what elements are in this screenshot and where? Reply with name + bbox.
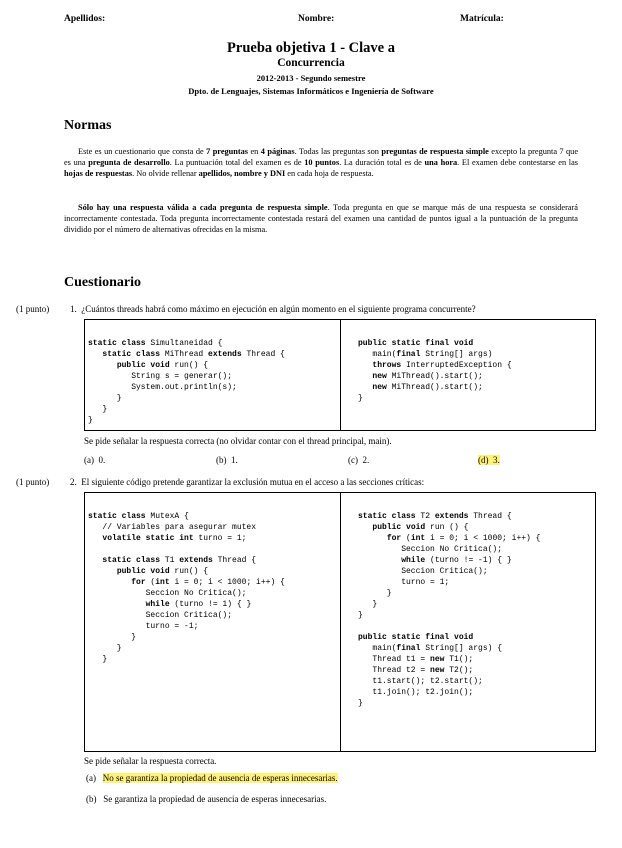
q1-question: 1. ¿Cuántos threads habrá como máximo en ejecución en algún momento en el siguiente programa concurrente? (70, 304, 476, 314)
q1-points: (1 punto) (16, 304, 50, 314)
q2-code-divider (340, 492, 341, 752)
q2-prompt: Se pide señalar la respuesta correcta. (84, 756, 217, 766)
q2-option-a-highlighted[interactable]: (a) No se garantiza la propiedad de ausencia de esperas innecesarias. (86, 773, 338, 783)
exam-subject: Concurrencia (277, 57, 345, 69)
q2-points: (1 punto) (16, 477, 50, 487)
q1-option-d-highlighted[interactable]: (d) 3. (478, 455, 500, 465)
q2-option-b[interactable]: (b) Se garantiza la propiedad de ausencia de esperas innecesarias. (86, 794, 327, 804)
cuestionario-heading: Cuestionario (64, 275, 141, 290)
q1-code-left: static class Simultaneidad { static class MiThread extends Thread { public void run() { String s = generar(); System.out.println(s); } } } (88, 339, 285, 425)
q1-option-b[interactable]: (b) 1. (216, 455, 238, 465)
q2-question: 2. El siguiente código pretende garantizar la exclusión mutua en el acceso a las secciones críticas: (70, 477, 425, 487)
normas-heading: Normas (64, 118, 112, 133)
q1-prompt: Se pide señalar la respuesta correcta (no olvidar contar con el thread principal, main). (84, 436, 392, 446)
exam-department: Dpto. de Lenguajes, Sistemas Informáticos e Ingeniería de Software (188, 86, 434, 96)
apellidos-label: Apellidos: (64, 14, 106, 24)
exam-title: Prueba objetiva 1 - Clave a (227, 40, 395, 56)
q1-option-c[interactable]: (c) 2. (348, 455, 370, 465)
matricula-label: Matrícula: (460, 14, 504, 24)
normas-paragraph-2: Sólo hay una respuesta válida a cada pregunta de respuesta simple. Toda pregunta en que se marque más de una respuesta se considerará incorrectamente contestada. Toda pregunta incorrectamente contestada restará del examen una cantidad de puntos igual a la puntuación de la pregunta dividido por el número de alternativas ofrecidas en la misma. (64, 203, 578, 234)
q1-code-divider (340, 319, 341, 431)
q1-code-right: public static final void main(final String[] args) throws InterruptedException { new MiThread().start(); new MiThread().start(); } (358, 339, 512, 403)
q2-code-left: static class MutexA { // Variables para asegurar mutex volatile static int turno = 1; static class T1 extends Thread { public void run() { for (int i = 0; i < 1000; i++) { Seccion No Critica(); while (turno != 1) { } Seccion Critica(); turno = -1; } } } (88, 512, 285, 664)
q1-option-a[interactable]: (a) 0. (84, 455, 106, 465)
q2-code-right: static class T2 extends Thread { public void run () { for (int i = 0; i < 1000; i++) { Seccion No Critica(); while (turno != -1) { } Seccion Critica(); turno = 1; } } } public static final void main(final String[] args) { Thread t1 = new T1(); Thread t2 = new T2(); t1.start(); t2.start(); t1.join(); t2.join(); } (358, 512, 541, 708)
normas-paragraph-1: Este es un cuestionario que consta de 7 preguntas en 4 páginas. Todas las preguntas son preguntas de respuesta simple excepto la pregunta 7 que es una pregunta de desarrollo. La puntuación total del examen es de 10 puntos. La duración total es de una hora. El examen debe contestarse en las hojas de respuestas. No olvide rellenar apellidos, nombre y DNI en cada hoja de respuesta. (64, 147, 578, 178)
exam-year: 2012-2013 - Segundo semestre (256, 73, 366, 83)
q2-option-a-text: No se garantiza la propiedad de ausencia de esperas innecesarias. (102, 773, 338, 783)
nombre-label: Nombre: (298, 14, 335, 24)
